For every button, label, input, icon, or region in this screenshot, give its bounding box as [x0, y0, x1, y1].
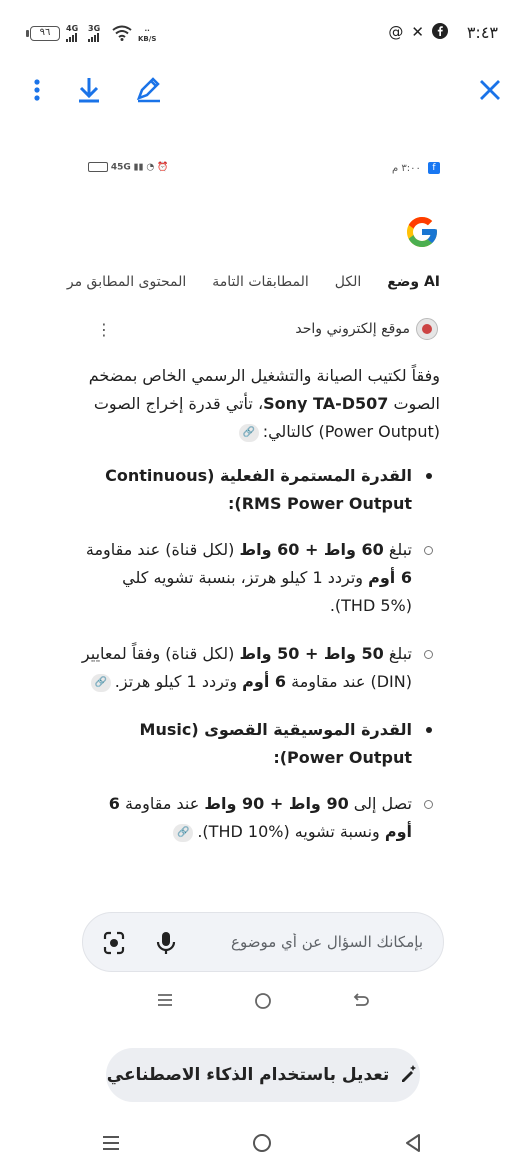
- preview-status-icons: 45G ▮▮ ◔ ⏰: [88, 162, 168, 173]
- recents-button[interactable]: [101, 1134, 121, 1156]
- tab-all[interactable]: الكل: [334, 274, 362, 290]
- citation-link-icon[interactable]: 🔗: [91, 674, 111, 692]
- source-indicator[interactable]: [295, 318, 438, 340]
- list-item: تصل إلى 90 واط + 90 واط عند مقاومة 6 أوم ونسبة تشويه (THD 10%).🔗: [80, 790, 440, 846]
- search-tabs: [66, 274, 440, 300]
- threads-icon: @: [388, 23, 404, 41]
- tab-matching-content[interactable]: المحتوى المطابق مر: [66, 274, 187, 290]
- download-icon[interactable]: [74, 75, 104, 105]
- list-item: تبلغ 60 واط + 60 واط (لكل قناة) عند مقاومة 6 أوم وتردد 1 كيلو هرتز، بنسبة تشويه كلي (THD 5%).: [80, 536, 440, 620]
- wifi-icon: [112, 25, 132, 45]
- battery-indicator: ٩٦: [30, 26, 60, 41]
- ask-bar: [82, 912, 444, 972]
- ai-answer: [80, 362, 440, 866]
- facebook-icon: [432, 23, 448, 43]
- x-icon: ✕: [411, 23, 424, 41]
- google-logo-icon: [404, 214, 440, 254]
- mic-icon[interactable]: [153, 929, 179, 957]
- close-icon[interactable]: [475, 75, 505, 105]
- google-lens-icon[interactable]: [101, 929, 127, 957]
- network-speed: ·· KB/S: [138, 27, 157, 43]
- preview-status-time: ٣:٠٠ م f: [392, 162, 440, 174]
- search-input[interactable]: [203, 913, 423, 971]
- sparkle-pen-icon: [399, 1063, 419, 1088]
- ai-edit-label: تعديل باستخدام الذكاء الاصطناعي: [106, 1065, 390, 1085]
- status-bar: [0, 0, 526, 66]
- edit-icon[interactable]: [134, 75, 164, 105]
- inner-recents-icon: [156, 992, 174, 1012]
- facebook-small-icon: f: [428, 162, 440, 174]
- notification-icons: [388, 23, 448, 43]
- ai-edit-button[interactable]: [106, 1048, 420, 1102]
- status-time: ٣:٤٣: [466, 23, 498, 42]
- site-avatar-icon: [416, 318, 438, 340]
- inner-home-icon: [254, 992, 272, 1014]
- list-item: تبلغ 50 واط + 50 واط (لكل قناة) وفقاً لمعايير (DIN) عند مقاومة 6 أوم وتردد 1 كيلو هرتز.🔗: [80, 640, 440, 696]
- section-continuous-power: القدرة المستمرة الفعلية (Continuous RMS Power Output):: [80, 462, 440, 518]
- tab-ai-mode[interactable]: وضع AI: [387, 274, 440, 290]
- signal-4g: 4G: [66, 24, 78, 42]
- answer-intro: وفقاً لكتيب الصيانة والتشغيل الرسمي الخاص بمضخم الصوت Sony TA-D507، تأتي قدرة إخراج الصوت (Power Output) كالتالي:🔗: [88, 366, 440, 441]
- citation-link-icon[interactable]: 🔗: [239, 424, 259, 442]
- source-more-icon[interactable]: ⋮: [96, 320, 112, 339]
- tab-exact-matches[interactable]: المطابقات التامة: [212, 274, 309, 290]
- back-button[interactable]: [404, 1133, 422, 1157]
- home-button[interactable]: [252, 1133, 272, 1157]
- signal-3g: 3G: [88, 24, 100, 42]
- citation-link-icon[interactable]: 🔗: [173, 824, 193, 842]
- section-music-power: القدرة الموسيقية القصوى (Music Power Output):: [80, 716, 440, 772]
- source-label: موقع إلكتروني واحد: [295, 321, 410, 337]
- screenshot-preview: [60, 150, 460, 910]
- inner-back-icon: [352, 992, 370, 1014]
- more-options-icon[interactable]: [22, 75, 52, 105]
